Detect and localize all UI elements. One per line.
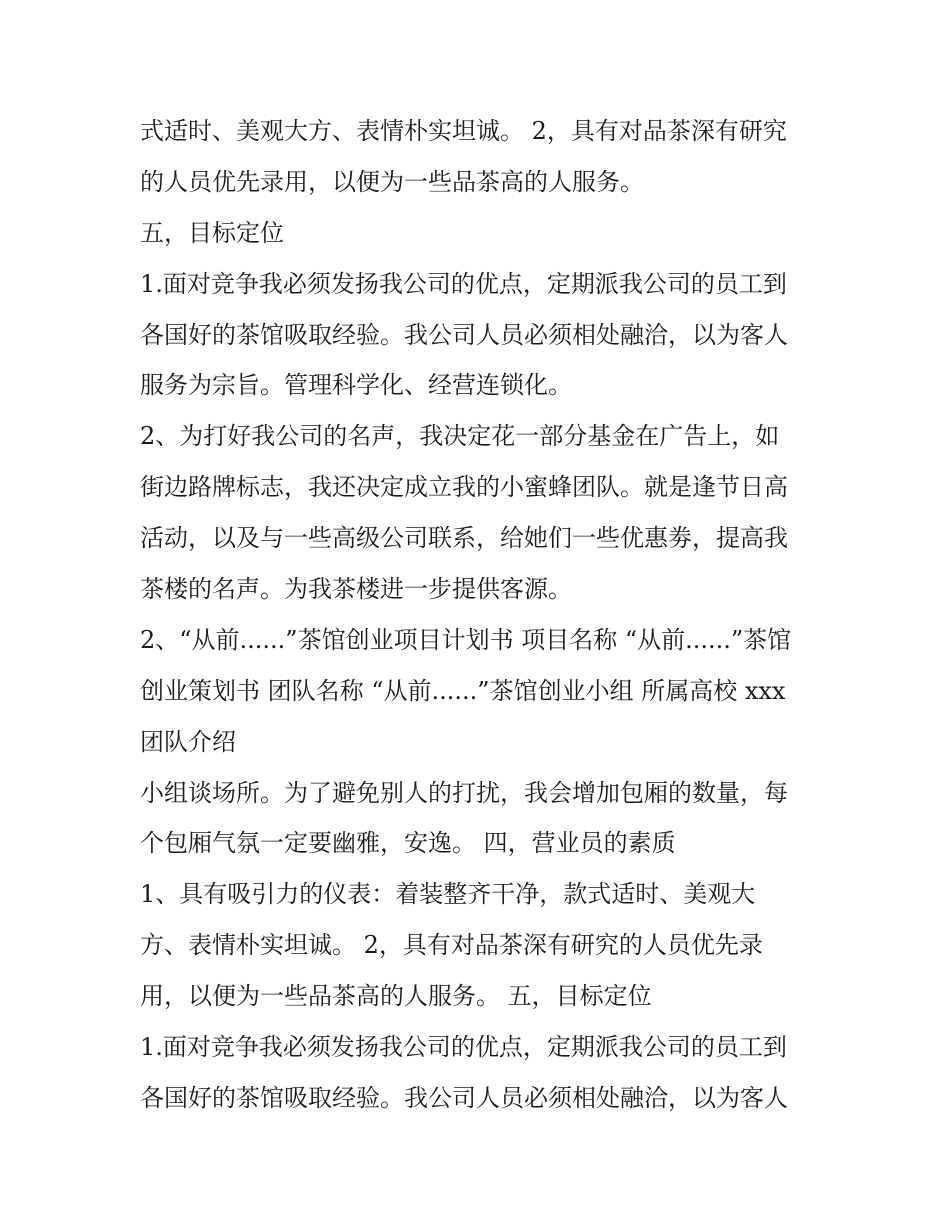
section-heading: 五，目标定位 <box>140 218 284 247</box>
text-line: 各国好的茶馆吸取经验。我公司人员必须相处融洽，以为客人 <box>140 320 788 349</box>
text-line: 茶楼的名声。为我茶楼进一步提供客源。 <box>140 575 572 604</box>
text-line: 式适时、美观大方、表情朴实坦诚。 2，具有对品茶深有研究 <box>140 117 787 145</box>
text-line: 街边路牌标志，我还决定成立我的小蜜蜂团队。就是逢节日高 <box>140 473 788 502</box>
text-line: 创业策划书 团队名称 “从前......”茶馆创业小组 所属高校 xxx <box>140 676 786 705</box>
text-line: 用，以便为一些品茶高的人服务。 五，目标定位 <box>140 982 652 1011</box>
text-line: 2、“从前......”茶馆创业项目计划书 项目名称 “从前......”茶馆 <box>140 625 792 654</box>
text-line: 1.面对竞争我必须发扬我公司的优点，定期派我公司的员工到 <box>140 269 787 298</box>
text-line: 1、具有吸引力的仪表：着装整齐干净，款式适时、美观大 <box>140 880 756 909</box>
text-line: 2、为打好我公司的名声，我决定花一部分基金在广告上，如 <box>140 422 780 451</box>
text-line: 的人员优先录用，以便为一些品茶高的人服务。 <box>140 167 644 196</box>
document-body <box>140 106 830 1124</box>
text-line: 小组谈场所。为了避免别人的打扰，我会增加包厢的数量，每 <box>140 778 788 807</box>
text-line: 个包厢气氛一定要幽雅，安逸。 四，营业员的素质 <box>140 829 676 858</box>
text-line: 活动，以及与一些高级公司联系，给她们一些优惠劵，提高我 <box>140 524 788 553</box>
text-line: 各国好的茶馆吸取经验。我公司人员必须相处融洽，以为客人 <box>140 1083 788 1112</box>
section-heading: 团队介绍 <box>140 727 236 756</box>
text-line: 服务为宗旨。管理科学化、经营连锁化。 <box>140 371 572 400</box>
text-line: 方、表情朴实坦诚。 2，具有对品茶深有研究的人员优先录 <box>140 931 763 960</box>
text-line: 1.面对竞争我必须发扬我公司的优点，定期派我公司的员工到 <box>140 1033 787 1062</box>
